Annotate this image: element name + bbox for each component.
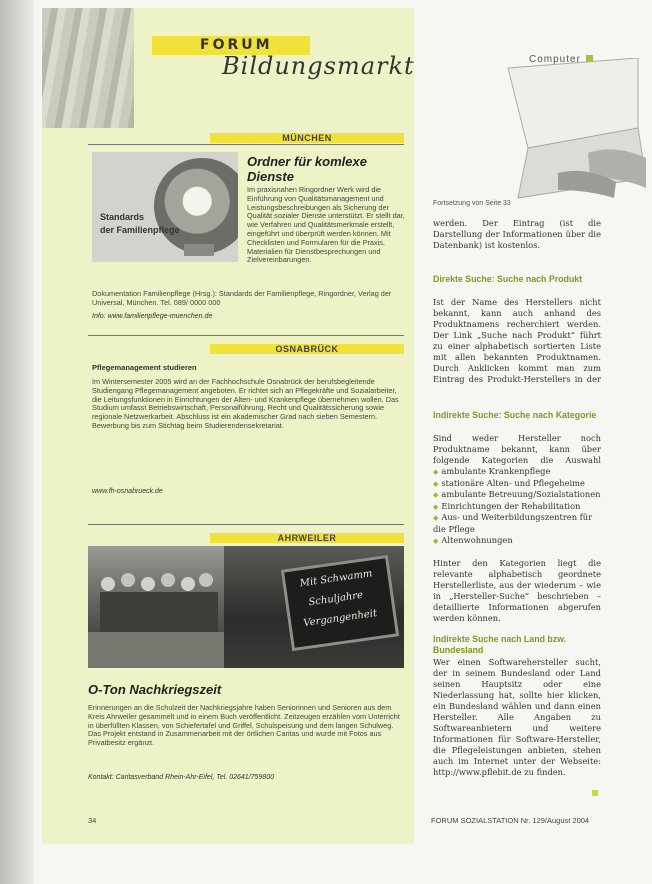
right-paragraph-land: Wer einen Softwarehersteller sucht, der in seinem Bundesland oder Land seinen Hauptsitz oder eine Niederlassung hat, sollte hier klicken, ein Bundesland wählen und dann einen Hersteller. Alle Angaben zu Softwareanbietern und weitere Informationen für Software-Hersteller, die Pflegeleistungen anbieten, stehen auch im Internet unter der Webseite: http://www.pflebit.de zu finden. (433, 657, 601, 777)
bildungsmarkt-title: Bildungsmarkt (222, 52, 415, 80)
section-label-osnabrueck: OSNABRÜCK (210, 344, 404, 354)
right-heading-produkt: Direkte Suche: Suche nach Produkt (433, 274, 583, 284)
article-heading-ordner: Ordner für komlexe Dienste (247, 154, 367, 184)
section-divider (88, 335, 404, 336)
page-number: 34 (88, 816, 97, 825)
chalkboard-line-2: Schuljahre (307, 589, 364, 609)
bullet-icon: ◆ (433, 502, 439, 511)
page-edge-shadow (0, 0, 34, 884)
bullet-icon: ◆ (433, 479, 439, 488)
category-list (433, 466, 603, 546)
book-cover-title: Standards (100, 212, 145, 222)
chalkboard (281, 555, 399, 651)
article-contact-oton[interactable]: Kontakt: Caritasverband Rhein-Ahr-Eifel, Tel. 02641/759800 (88, 774, 275, 781)
continued-note: Fortsetzung von Seite 33 (433, 200, 511, 207)
book-publisher-logo (184, 244, 214, 256)
right-paragraph-1: werden. Der Eintrag (ist die Darstellung der Informationen über die Datenbank) ist kostenlos. (433, 218, 601, 250)
magazine-footer: FORUM SOZIALSTATION Nr. 129/August 2004 (431, 816, 590, 825)
list-item: ◆ Einrichtungen der Rehabilitation (433, 500, 581, 511)
right-heading-land: Indirekte Suche nach Land bzw. Bundesland (433, 634, 567, 655)
chalkboard-line-3: Vergangenheit (302, 608, 378, 630)
article-body-pflegemanagement: Im Wintersemester 2005 wird an der Fachhochschule Osnabrück der berufsbegleitende Studiengang Pflegemanagement angeboten. Er richtet sich an Pflegekräfte und Sozialarbeiter, die Leitungsfunktionen in Einrichtungen der Alten- und Krankenpflege übernehmen wollen. Das Studium umfasst Betriebswirtschaft, Personalführung, Recht und Qualitätssicherung sowie regionale Netzwerkarbeit. Abschluss ist ein akademischer Grad nach sieben Semestern. Bewerbung bis zum Stichtag beim Studierendensekretariat. (92, 378, 399, 430)
list-item: ◆ ambulante Betreuung/Sozialstationen (433, 489, 601, 500)
article-body-ordner: Im praxisnahen Ringordner Werk wird die Einführung von Qualitätsmanagement und Leistungsbeschreibungen als Sicherung der Qualität sozialer Dienste unterstützt. Er stellt dar, wie Verfahren und Qualitätsmerkmale erstellt, eingeführt und überprüft werden können. Mit Checklisten und Formularen für die Praxis, Materialien für Dienstbesprechungen und Zielvereinbarungen. (247, 186, 405, 265)
bullet-icon: ◆ (433, 514, 439, 523)
section-label-muenchen: MÜNCHEN (210, 133, 404, 143)
right-paragraph-kategorie-2: Hinter den Kategorien liegt die relevante alphabetisch geordnete Herstellerliste, aus der wiederum – wie in „Hersteller-Suche“ beschrieben – detaillierte Informationen abgerufen werden können. (433, 558, 601, 623)
section-label-ahrweiler: AHRWEILER (210, 533, 404, 543)
book-cover-disc (154, 158, 238, 254)
header-photo (42, 8, 134, 128)
photo-chalkboard (224, 546, 404, 668)
laptop-illustration (498, 58, 646, 208)
chalkboard-line-1: Mit Schwamm (299, 568, 374, 590)
computer-label: Computer (529, 54, 581, 65)
photo-schoolchildren (88, 546, 224, 668)
article-heading-pflegemanagement: Pflegemanagement studieren (92, 363, 197, 372)
book-cover-image (92, 152, 238, 262)
list-item: ◆ stationäre Alten- und Pflegeheime (433, 477, 585, 488)
end-marker-icon (592, 790, 598, 796)
article-body-oton: Erinnerungen an die Schulzeit der Nachkriegsjahre haben Seniorinnen und Senioren aus dem Kreis Ahrweiler gesammelt und in einem Buch veröffentlicht. Zeitzeugen erzählen vom Unterricht in überfüllten Klassen, von Schiefertafel und Griffel, Schulspeisung und dem langen Schulweg. Das Projekt entstand in Zusammenarbeit mit der örtlichen Caritas und wurde mit Fotos aus Privatbesitz ergänzt. (88, 704, 400, 748)
article-link-ordner[interactable]: Info: www.familienpflege-muenchen.de (92, 313, 213, 320)
list-item: ◆ Aus- und Weiterbildungszentren für die Pflege (433, 512, 593, 534)
section-divider (88, 524, 404, 525)
bullet-icon: ◆ (433, 536, 439, 545)
list-item: ◆ Altenwohnungen (433, 534, 513, 545)
list-item: ◆ ambulante Krankenpflege (433, 466, 551, 476)
right-paragraph-produkt: Ist der Name des Herstellers nicht bekannt, kann auch anhand des Produktnamens recherchiert werden. Der Link „Suche nach Produkt“ führt zu einer alphabetisch sortierten Liste mit allen bekannten Produktnamen. Durch Anklicken kommt man zum Eintrag des Produkt-Herstellers in der (433, 297, 601, 384)
article-link-pflegemanagement[interactable]: www.fh-osnabrueck.de (92, 488, 163, 495)
photo-schoolchildren-scene (88, 546, 224, 668)
right-heading-kategorie: Indirekte Suche: Suche nach Kategorie (433, 410, 597, 420)
article-heading-oton: O-Ton Nachkriegszeit (88, 682, 222, 697)
book-cover-subtitle: der Familienpflege (100, 225, 180, 235)
right-paragraph-kategorie: Sind weder Hersteller noch Produktname bekannt, kann über folgende Kategorien die Auswahl (433, 433, 601, 465)
section-divider (88, 144, 404, 145)
article-reference-ordner: Dokumentation Familienpflege (Hrsg.): Standards der Familienpflege, Ringordner, Verlag der Universal, München. Tel. 089/ 0000 000 (92, 290, 392, 307)
bullet-icon: ◆ (433, 491, 439, 500)
bullet-icon: ◆ (433, 468, 439, 476)
forum-title: FORUM (200, 37, 273, 53)
